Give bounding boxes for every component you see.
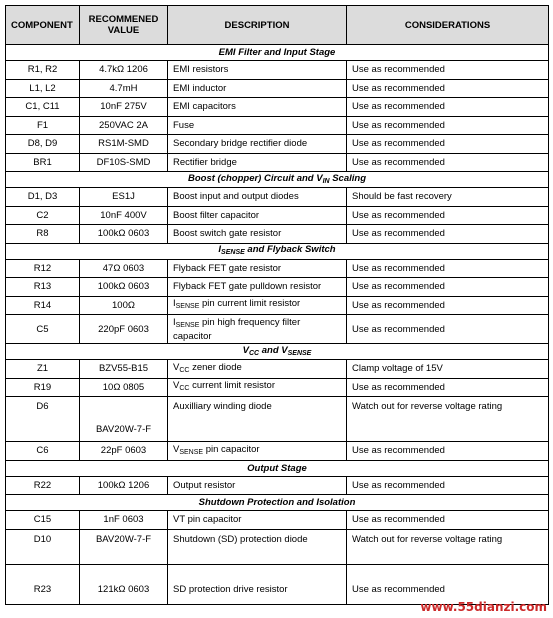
section-title: $V_{CC}$ and $V_{SENSE}$ [6,344,549,360]
cell-component: D10 [6,529,80,564]
cell-description: EMI capacitors [168,98,347,117]
cell-value: 10nF 400V [80,206,168,225]
cell-considerations: Use as recommended [347,61,549,80]
section-row [6,172,549,188]
table-row [6,259,549,278]
section-title: Boost (chopper) Circuit and $V_{IN}$ Scaling [6,172,549,188]
cell-value: 100kΩ 0603 [80,278,168,297]
cell-component: R23 [6,564,80,604]
cell-considerations: Use as recommended [347,315,549,344]
cell-description: $I_{SENSE}$ pin high frequency filter capacitor [168,315,347,344]
section-title: Output Stage [6,460,549,476]
table-row [6,79,549,98]
cell-considerations: Use as recommended [347,564,549,604]
cell-value: BZV55-B15 [80,360,168,379]
cell-component: R14 [6,296,80,315]
watermark: www.55dianzi.com [420,600,547,614]
cell-considerations: Use as recommended [347,511,549,530]
cell-description: $V_{CC}$ zener diode [168,360,347,379]
cell-value: 100kΩ 1206 [80,476,168,495]
cell-description: Shutdown (SD) protection diode [168,529,347,564]
cell-considerations: Use as recommended [347,153,549,172]
cell-considerations: Use as recommended [347,98,549,117]
header-value: RECOMMENED VALUE [80,6,168,45]
cell-description: $V_{SENSE}$ pin capacitor [168,442,347,461]
cell-component: R13 [6,278,80,297]
cell-component: D6 [6,397,80,442]
cell-component: BR1 [6,153,80,172]
cell-description: Secondary bridge rectifier diode [168,135,347,154]
cell-component: C5 [6,315,80,344]
cell-value: 22pF 0603 [80,442,168,461]
cell-considerations: Use as recommended [347,296,549,315]
section-row [6,460,549,476]
cell-component: D8, D9 [6,135,80,154]
table-row [6,225,549,244]
cell-value: 100Ω [80,296,168,315]
cell-component: R8 [6,225,80,244]
table-row [6,360,549,379]
cell-value: RS1M-SMD [80,135,168,154]
cell-considerations: Use as recommended [347,135,549,154]
cell-component: C1, C11 [6,98,80,117]
section-row [6,45,549,61]
header-row [6,6,549,45]
cell-component: C15 [6,511,80,530]
cell-description: Boost input and output diodes [168,188,347,207]
cell-description: SD protection drive resistor [168,564,347,604]
cell-value: 220pF 0603 [80,315,168,344]
cell-component: Z1 [6,360,80,379]
cell-description: Fuse [168,116,347,135]
table-row [6,296,549,315]
cell-description: $V_{CC}$ current limit resistor [168,378,347,397]
cell-considerations: Clamp voltage of 15V [347,360,549,379]
table-row [6,564,549,604]
table-row [6,98,549,117]
header-component: COMPONENT [6,6,80,45]
cell-considerations: Use as recommended [347,259,549,278]
cell-value: 100kΩ 0603 [80,225,168,244]
cell-considerations: Use as recommended [347,442,549,461]
cell-component: R1, R2 [6,61,80,80]
cell-considerations: Use as recommended [347,206,549,225]
cell-component: D1, D3 [6,188,80,207]
cell-value: 4.7mH [80,79,168,98]
table-row [6,278,549,297]
section-title: $I_{SENSE}$ and Flyback Switch [6,243,549,259]
cell-considerations: Watch out for reverse voltage rating [347,397,549,442]
cell-considerations: Use as recommended [347,79,549,98]
table-row [6,476,549,495]
table-row [6,315,549,344]
table-row [6,378,549,397]
cell-value: BAV20W-7-F [80,397,168,442]
cell-value: 121kΩ 0603 [80,564,168,604]
cell-description: $I_{SENSE}$ pin current limit resistor [168,296,347,315]
cell-description: EMI resistors [168,61,347,80]
cell-considerations: Use as recommended [347,378,549,397]
cell-component: R22 [6,476,80,495]
section-row [6,243,549,259]
cell-value: ES1J [80,188,168,207]
table-row [6,511,549,530]
section-title: Shutdown Protection and Isolation [6,495,549,511]
cell-description: Flyback FET gate pulldown resistor [168,278,347,297]
table-row [6,135,549,154]
cell-description: Output resistor [168,476,347,495]
cell-value: BAV20W-7-F [80,529,168,564]
cell-description: VT pin capacitor [168,511,347,530]
table-row [6,206,549,225]
cell-component: L1, L2 [6,79,80,98]
header-description: DESCRIPTION [168,6,347,45]
cell-value: 1nF 0603 [80,511,168,530]
component-table [5,5,549,605]
cell-considerations: Use as recommended [347,116,549,135]
cell-component: C6 [6,442,80,461]
cell-description: Boost filter capacitor [168,206,347,225]
cell-considerations: Use as recommended [347,476,549,495]
cell-considerations: Use as recommended [347,225,549,244]
table-row [6,116,549,135]
section-title: EMI Filter and Input Stage [6,45,549,61]
cell-description: Boost switch gate resistor [168,225,347,244]
cell-considerations: Should be fast recovery [347,188,549,207]
table-row [6,397,549,442]
cell-component: F1 [6,116,80,135]
cell-description: Rectifier bridge [168,153,347,172]
cell-value: 47Ω 0603 [80,259,168,278]
section-row [6,495,549,511]
cell-value: DF10S-SMD [80,153,168,172]
section-row [6,344,549,360]
header-considerations: CONSIDERATIONS [347,6,549,45]
cell-value: 10nF 275V [80,98,168,117]
table-row [6,61,549,80]
cell-value: 10Ω 0805 [80,378,168,397]
cell-component: C2 [6,206,80,225]
cell-description: Auxilliary winding diode [168,397,347,442]
cell-component: R12 [6,259,80,278]
table-row [6,188,549,207]
cell-value: 4.7kΩ 1206 [80,61,168,80]
cell-considerations: Watch out for reverse voltage rating [347,529,549,564]
cell-component: R19 [6,378,80,397]
table-row [6,153,549,172]
cell-value: 250VAC 2A [80,116,168,135]
cell-description: Flyback FET gate resistor [168,259,347,278]
table-row [6,529,549,564]
table-row [6,442,549,461]
cell-considerations: Use as recommended [347,278,549,297]
cell-description: EMI inductor [168,79,347,98]
